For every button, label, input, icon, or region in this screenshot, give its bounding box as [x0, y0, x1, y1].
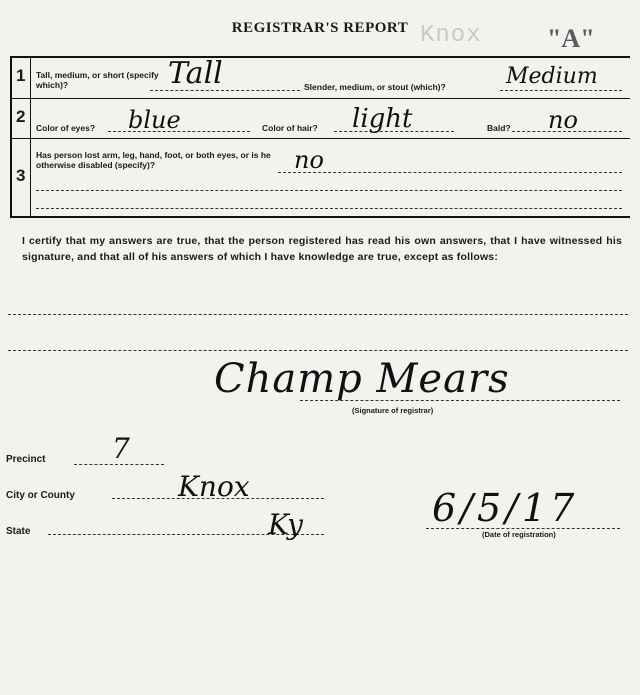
- registration-date-caption: (Date of registration): [482, 530, 556, 539]
- state-value: Ky: [268, 508, 303, 541]
- registration-date-value: 6/5/17: [432, 486, 579, 530]
- row-number-3: 3: [16, 166, 26, 185]
- hair-color-answer: light: [352, 104, 413, 134]
- disability-label: Has person lost arm, leg, hand, foot, or both eyes, or is he otherwise disabled (specify)?: [36, 150, 271, 170]
- state-label: State: [6, 526, 31, 537]
- table-bottom-border: [10, 216, 630, 218]
- signature-caption: (Signature of registrar): [352, 406, 434, 415]
- bald-label: Bald?: [487, 123, 511, 133]
- registration-date-line: [426, 528, 620, 529]
- disability-extra-line-2: [36, 208, 622, 209]
- height-answer: Tall: [168, 56, 223, 91]
- eye-color-label: Color of eyes?: [36, 123, 96, 133]
- disability-answer-line: [278, 172, 622, 173]
- card-letter-stamp: "A": [547, 24, 595, 53]
- table-left-border: [10, 56, 12, 218]
- disability-answer: no: [294, 146, 324, 174]
- bald-answer: no: [548, 106, 578, 134]
- disability-extra-line-1: [36, 190, 622, 191]
- signature-line: [300, 400, 620, 401]
- exceptions-line-1: [8, 314, 628, 315]
- certification-text: I certify that my answers are true, that the person registered has read his own answers, that I have witnessed his signature, and that all of his answers of which I have knowledge are true, except as follows:: [22, 235, 622, 263]
- registrar-signature: Champ Mears: [214, 356, 510, 402]
- city-county-value: Knox: [178, 470, 250, 503]
- city-county-label: City or County: [6, 490, 75, 501]
- row-divider-1: [10, 98, 630, 99]
- county-stamp: Knox: [420, 22, 482, 49]
- build-label: Slender, medium, or stout (which)?: [304, 82, 446, 92]
- table-top-border: [10, 56, 630, 58]
- row-divider-2: [10, 138, 630, 139]
- row-number-2: 2: [16, 107, 26, 126]
- exceptions-line-2: [8, 350, 628, 351]
- build-answer: Medium: [506, 64, 598, 89]
- eye-color-answer: blue: [128, 106, 181, 134]
- number-column-divider: [30, 56, 31, 218]
- precinct-value: 7: [112, 432, 130, 465]
- precinct-label: Precinct: [6, 454, 46, 465]
- hair-color-label: Color of hair?: [262, 123, 318, 133]
- height-label: Tall, medium, or short (specify which)?: [36, 70, 159, 90]
- build-answer-line: [500, 90, 622, 91]
- form-title: REGISTRAR'S REPORT: [231, 20, 409, 36]
- row-number-1: 1: [16, 66, 26, 85]
